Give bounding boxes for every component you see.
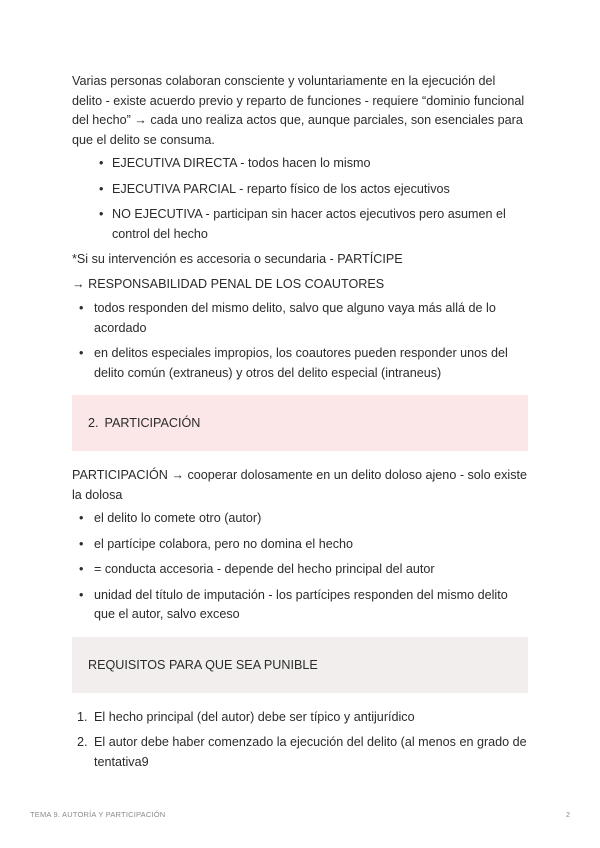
list-item: • EJECUTIVA PARCIAL - reparto físico de los actos ejecutivos <box>112 180 528 200</box>
item-number: 2. <box>77 735 88 749</box>
coauthorship-types-list <box>72 154 528 244</box>
responsibility-heading: → RESPONSABILIDAD PENAL DE LOS COAUTORES <box>72 276 385 291</box>
list-item: • NO EJECUTIVA - participan sin hacer actos ejecutivos pero asumen el control del hecho <box>112 205 528 244</box>
list-item: • EJECUTIVA DIRECTA - todos hacen lo mismo <box>112 154 528 174</box>
item-text: El hecho principal (del autor) debe ser típico y antijurídico <box>94 709 415 724</box>
list-item: • el delito lo comete otro (autor) <box>94 509 528 529</box>
page-content <box>72 72 528 778</box>
item-number: 1. <box>77 709 88 724</box>
section-title: PARTICIPACIÓN <box>104 416 201 430</box>
list-item: • en delitos especiales impropios, los coautores pueden responder unos del delito común (extraneus) y otros del delito especial (intraneus) <box>94 344 528 383</box>
participation-list <box>72 509 528 625</box>
list-item <box>77 733 528 772</box>
section-number: 2. <box>88 416 99 430</box>
list-item: • unidad del título de imputación - los partícipes responden del mismo delito que el autor, salvo exceso <box>94 586 528 625</box>
requisites-heading: REQUISITOS PARA QUE SEA PUNIBLE <box>88 657 318 672</box>
footer-chapter-title: TEMA 9. AUTORÍA Y PARTICIPACIÓN <box>30 810 166 819</box>
requisites-heading-box <box>72 637 528 693</box>
list-item: • todos responden del mismo delito, salvo que alguno vaya más allá de lo acordado <box>94 299 528 338</box>
list-item <box>77 708 528 728</box>
participation-intro: PARTICIPACIÓN → cooperar dolosamente en un delito doloso ajeno - solo existe la dolosa <box>72 468 528 502</box>
requisites-list <box>72 708 528 773</box>
participe-note: *Si su intervención es accesoria o secundaria - PARTÍCIPE <box>72 252 403 266</box>
list-item: • el partícipe colabora, pero no domina el hecho <box>94 535 528 555</box>
list-item: • = conducta accesoria - depende del hecho principal del autor <box>94 560 528 580</box>
item-text: El autor debe haber comenzado la ejecución del delito (al menos en grado de tentativa9 <box>94 735 527 769</box>
footer-page-number: 2 <box>565 810 570 819</box>
section-heading-participacion <box>72 395 528 451</box>
intro-paragraph: Varias personas colaboran consciente y voluntariamente en la ejecución del delito - existe acuerdo previo y reparto de funciones - requiere “dominio funcional del hecho” → cada uno realiza actos que, aunque parciales, son esenciales para que el delito se consuma. <box>72 74 525 147</box>
responsibility-list <box>72 299 528 383</box>
